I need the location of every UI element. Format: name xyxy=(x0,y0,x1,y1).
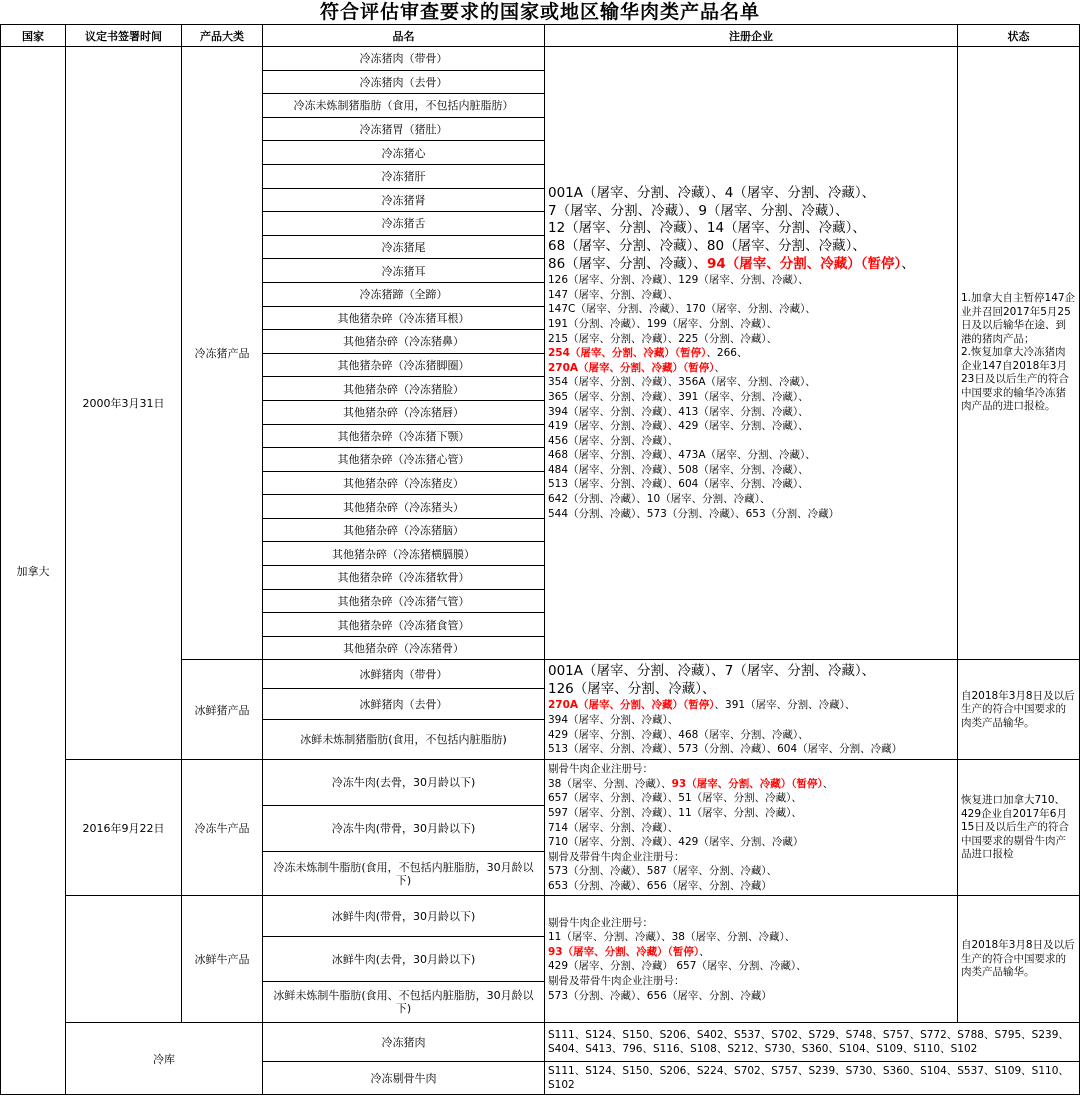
protocol-date-empty xyxy=(66,896,182,1023)
enterprise-text: 215（屠宰、分割、冷藏）、225（分割、冷藏）、 xyxy=(548,332,778,345)
header-product: 品名 xyxy=(263,25,545,47)
enterprise-line xyxy=(548,959,954,974)
product-name: 冷冻猪尾 xyxy=(263,235,545,259)
header-country: 国家 xyxy=(1,25,66,47)
product-name: 其他猪杂碎（冷冻猪唇） xyxy=(263,400,545,424)
suspended-enterprise: 93（屠宰、分割、冷藏）（暂停） xyxy=(548,945,700,958)
enterprise-text: 147C（屠宰、分割、冷藏）、170（屠宰、分割、冷藏）、 xyxy=(548,303,816,316)
enterprise-text: 710（屠宰、分割、冷藏）、429（屠宰、分割、冷藏） xyxy=(548,836,804,849)
product-name: 冰鲜未炼制猪脂肪(食用，不包括内脏脂肪) xyxy=(263,720,545,760)
enterprise-text: 484（屠宰、分割、冷藏）、508（屠宰、分割、冷藏）、 xyxy=(548,463,809,476)
enterprise-text: 394（屠宰、分割、冷藏）、 xyxy=(548,713,679,726)
enterprise-text: 001A（屠宰、分割、冷藏）、7（屠宰、分割、冷藏）、 xyxy=(548,663,876,680)
product-name: 冷冻未炼制牛脂肪(食用，不包括内脏脂肪，30月龄以下) xyxy=(263,852,545,896)
product-name: 其他猪杂碎（冷冻猪耳根） xyxy=(263,306,545,330)
enterprise-text: 513（屠宰、分割、冷藏）、573（分割、冷藏）、604（屠宰、分割、冷藏） xyxy=(548,743,903,756)
enterprise-text: 456（屠宰、分割、冷藏）、 xyxy=(548,434,679,447)
enterprise-line xyxy=(548,835,954,850)
enterprise-line xyxy=(548,864,954,879)
enterprise-line xyxy=(548,220,954,238)
enterprise-text: 001A（屠宰、分割、冷藏）、4（屠宰、分割、冷藏）、 xyxy=(548,185,876,202)
enterprise-text: 544（分割、冷藏）、573（分割、冷藏）、653（分割、冷藏） xyxy=(548,507,840,520)
enterprise-text: 573（分割、冷藏）、656（屠宰、分割、冷藏） xyxy=(548,989,772,1002)
enterprise-text: 653（分割、冷藏）、656（屠宰、分割、冷藏） xyxy=(548,880,772,893)
enterprise-text: 657（屠宰、分割、冷藏）、51（屠宰、分割、冷藏）、 xyxy=(548,792,802,805)
enterprise-line xyxy=(548,791,954,806)
enterprise-line xyxy=(548,448,954,463)
enterprise-line xyxy=(548,273,954,288)
product-name: 冷冻牛肉(带骨，30月龄以下) xyxy=(263,806,545,852)
enterprise-line xyxy=(548,930,954,945)
enterprise-text: 642（分割、冷藏）、10（屠宰、分割、冷藏）、 xyxy=(548,493,771,506)
enterprise-text: 147（屠宰、分割、冷藏）、 xyxy=(548,288,679,301)
protocol-date-frozen_beef: 2016年9月22日 xyxy=(66,760,182,896)
enterprise-text: 、 xyxy=(901,255,915,272)
enterprise-text: 、391（屠宰、分割、冷藏）、 xyxy=(714,699,856,712)
header-enterprise: 注册企业 xyxy=(545,25,958,47)
enterprise-line xyxy=(548,879,954,894)
enterprise-text: 429（屠宰、分割、冷藏）、468（屠宰、分割、冷藏）、 xyxy=(548,728,809,741)
product-name: 冰鲜牛肉(带骨，30月龄以下) xyxy=(263,896,545,937)
product-name: 冷冻猪肉（去骨） xyxy=(263,70,545,94)
product-name: 冷冻未炼制猪脂肪（食用，不包括内脏脂肪） xyxy=(263,94,545,118)
enterprise-text: 剔骨牛肉企业注册号： xyxy=(548,916,653,929)
enterprise-text: 68（屠宰、分割、冷藏）、80（屠宰、分割、冷藏）、 xyxy=(548,237,866,254)
enterprise-line xyxy=(548,332,954,347)
enterprise-text: 126（屠宰、分割、冷藏）、 xyxy=(548,680,716,697)
product-name: 其他猪杂碎（冷冻猪气管） xyxy=(263,589,545,613)
enterprise-line xyxy=(548,361,954,376)
enterprise-line xyxy=(548,463,954,478)
table-row xyxy=(1,760,1080,806)
enterprise-text: 714（屠宰、分割、冷藏）、 xyxy=(548,821,679,834)
cold-storage-codes: S111、S124、S150、S206、S402、S537、S702、S729、S748、S757、S772、S788、S795、S239、S404、S413、796、S116、S108、S212、S730、S360、S104、S109、S110、S102 xyxy=(545,1023,1080,1062)
enterprise-line xyxy=(548,405,954,420)
product-name: 其他猪杂碎（冷冻猪骨） xyxy=(263,636,545,660)
enterprise-text: 剔骨牛肉企业注册号： xyxy=(548,763,653,776)
enterprise-line xyxy=(548,989,954,1004)
enterprise-line xyxy=(548,288,954,303)
product-name: 其他猪杂碎（冷冻猪脚圈） xyxy=(263,353,545,377)
enterprise-text: 597（屠宰、分割、冷藏）、11（屠宰、分割、冷藏）、 xyxy=(548,807,802,820)
enterprise-line xyxy=(548,477,954,492)
enterprise-line xyxy=(548,375,954,390)
suspended-enterprise: 270A（屠宰、分割、冷藏）（暂停） xyxy=(548,361,715,374)
enterprise-line xyxy=(548,507,954,522)
category-frozen-pork: 冷冻猪产品 xyxy=(182,47,263,660)
enterprise-text: 86（屠宰、分割、冷藏）、 xyxy=(548,255,707,272)
category-chilled_beef: 冰鲜牛产品 xyxy=(182,896,263,1023)
status-line: 2.恢复加拿大冷冻猪肉企业147自2018年3月23日及以后生产的符合中国要求的输华冷冻猪肉产品的进口报检。 xyxy=(961,346,1069,413)
enterprise-text: 365（屠宰、分割、冷藏）、391（屠宰、分割、冷藏）、 xyxy=(548,390,809,403)
enterprise-line xyxy=(548,821,954,836)
product-name: 其他猪杂碎（冷冻猪横膈膜） xyxy=(263,542,545,566)
enterprise-text: 354（屠宰、分割、冷藏）、356A（屠宰、分割、冷藏）、 xyxy=(548,376,816,389)
enterprise-text: 38（屠宰、分割、冷藏）、 xyxy=(548,777,672,790)
product-name: 冷冻猪肾 xyxy=(263,188,545,212)
enterprise-text: 513（屠宰、分割、冷藏）、604（屠宰、分割、冷藏）、 xyxy=(548,478,809,491)
enterprise-cell-frozen-pork xyxy=(545,47,958,660)
enterprise-cell-chilled_beef xyxy=(545,896,958,1023)
protocol-date-pork: 2000年3月31日 xyxy=(66,47,182,760)
enterprise-text: 剔骨及带骨牛肉企业注册号： xyxy=(548,975,685,988)
status-cell-frozen-pork xyxy=(958,47,1080,660)
enterprise-line xyxy=(548,974,954,989)
enterprise-line xyxy=(548,850,954,865)
suspended-enterprise: 94（屠宰、分割、冷藏）（暂停） xyxy=(706,255,902,272)
enterprise-line xyxy=(548,346,954,361)
table-row xyxy=(1,896,1080,937)
enterprise-line xyxy=(548,663,954,681)
enterprise-line xyxy=(548,390,954,405)
table-row xyxy=(1,1023,1080,1062)
product-name: 其他猪杂碎（冷冻猪软骨） xyxy=(263,566,545,590)
product-name: 冰鲜未炼制牛脂肪(食用、不包括内脏脂肪，30月龄以下) xyxy=(263,982,545,1023)
status-cell-frozen_beef: 恢复进口加拿大710、429企业自2017年6月15日及以后生产的符合中国要求的剔骨牛肉产品进口报检 xyxy=(958,760,1080,896)
product-name: 冷冻猪肝 xyxy=(263,164,545,188)
enterprise-line xyxy=(548,742,954,757)
enterprise-text: 、 xyxy=(699,945,710,958)
enterprise-line xyxy=(548,256,954,274)
enterprise-line xyxy=(548,434,954,449)
cold-storage-category: 冷冻剔骨牛肉 xyxy=(263,1062,545,1095)
suspended-enterprise: 93（屠宰、分割、冷藏）（暂停） xyxy=(671,777,823,790)
enterprise-line xyxy=(548,777,954,792)
suspended-enterprise: 270A（屠宰、分割、冷藏）（暂停） xyxy=(548,699,715,712)
enterprise-text: 12（屠宰、分割、冷藏）、14（屠宰、分割、冷藏）、 xyxy=(548,220,866,237)
product-name: 冰鲜牛肉(去骨，30月龄以下) xyxy=(263,937,545,982)
enterprise-text: 419（屠宰、分割、冷藏）、429（屠宰、分割、冷藏）、 xyxy=(548,420,809,433)
enterprise-line xyxy=(548,762,954,777)
product-name: 冰鲜猪肉（去骨） xyxy=(263,689,545,720)
product-name: 其他猪杂碎（冷冻猪鼻） xyxy=(263,330,545,354)
cold-storage-label: 冷库 xyxy=(66,1023,263,1095)
page-title: 符合评估审查要求的国家或地区输华肉类产品名单 xyxy=(319,1,760,23)
status-cell-chilled_beef: 自2018年3月8日及以后生产的符合中国要求的肉类产品输华。 xyxy=(958,896,1080,1023)
product-name: 冷冻猪蹄（全蹄） xyxy=(263,282,545,306)
enterprise-text: 126（屠宰、分割、冷藏）、129（屠宰、分割、冷藏）、 xyxy=(548,274,809,287)
enterprise-cell-frozen_beef xyxy=(545,760,958,896)
enterprise-text: 11（屠宰、分割、冷藏）、38（屠宰、分割、冷藏）、 xyxy=(548,931,796,944)
country-cell: 加拿大 xyxy=(1,47,66,1095)
product-name: 其他猪杂碎（冷冻猪皮） xyxy=(263,471,545,495)
enterprise-text: 191（分割、冷藏）、199（屠宰、分割、冷藏）、 xyxy=(548,317,778,330)
enterprise-text: 573（分割、冷藏）、587（屠宰、分割、冷藏）、 xyxy=(548,865,778,878)
enterprise-text: 、 xyxy=(822,777,834,790)
product-name: 冷冻猪肉（带骨） xyxy=(263,47,545,71)
product-table xyxy=(0,24,1080,1095)
product-name: 其他猪杂碎（冷冻猪头） xyxy=(263,495,545,519)
enterprise-text: 7（屠宰、分割、冷藏）、9（屠宰、分割、冷藏）、 xyxy=(548,202,849,219)
enterprise-line xyxy=(548,317,954,332)
enterprise-line xyxy=(548,945,954,960)
cold-storage-codes: S111、S124、S150、S206、S224、S702、S757、S239、S730、S360、S104、S537、S109、S110、S102 xyxy=(545,1062,1080,1095)
enterprise-text: 、 xyxy=(714,361,726,374)
product-name: 冷冻猪耳 xyxy=(263,259,545,283)
enterprise-line xyxy=(548,681,954,699)
enterprise-line xyxy=(548,492,954,507)
enterprise-text: 剔骨及带骨牛肉企业注册号： xyxy=(548,850,685,863)
cold-storage-category: 冷冻猪肉 xyxy=(263,1023,545,1062)
product-name: 其他猪杂碎（冷冻猪脑） xyxy=(263,518,545,542)
product-name: 其他猪杂碎（冷冻猪脸） xyxy=(263,377,545,401)
enterprise-line xyxy=(548,203,954,221)
status-cell-chilled_pork: 自2018年3月8日及以后生产的符合中国要求的肉类产品输华。 xyxy=(958,660,1080,760)
enterprise-line xyxy=(548,698,954,713)
product-name: 其他猪杂碎（冷冻猪心管） xyxy=(263,448,545,472)
enterprise-text: 429（屠宰、分割、冷藏） 657（屠宰、分割、冷藏）、 xyxy=(548,960,807,973)
header-status: 状态 xyxy=(958,25,1080,47)
header-date: 议定书签署时间 xyxy=(66,25,182,47)
enterprise-line xyxy=(548,713,954,728)
enterprise-line xyxy=(548,728,954,743)
product-name: 冷冻牛肉(去骨，30月龄以下) xyxy=(263,760,545,806)
product-name: 其他猪杂碎（冷冻猪食管） xyxy=(263,613,545,637)
product-name: 冰鲜猪肉（带骨） xyxy=(263,660,545,689)
product-name: 冷冻猪心 xyxy=(263,141,545,165)
status-line: 1.加拿大自主暂停147企业并召回2017年5月25日及以后输华在途、到港的猪肉产品； xyxy=(961,292,1076,345)
enterprise-line xyxy=(548,302,954,317)
product-name: 其他猪杂碎（冷冻猪下颚） xyxy=(263,424,545,448)
product-name: 冷冻猪胃（猪肚） xyxy=(263,117,545,141)
enterprise-line xyxy=(548,806,954,821)
product-name: 冷冻猪舌 xyxy=(263,212,545,236)
enterprise-line xyxy=(548,185,954,203)
table-row xyxy=(1,47,1080,71)
enterprise-line xyxy=(548,916,954,931)
enterprise-text: 394（屠宰、分割、冷藏）、413（屠宰、分割、冷藏）、 xyxy=(548,405,809,418)
header-row xyxy=(1,25,1080,47)
enterprise-text: 468（屠宰、分割、冷藏）、473A（屠宰、分割、冷藏）、 xyxy=(548,449,816,462)
category-frozen_beef: 冷冻牛产品 xyxy=(182,760,263,896)
suspended-enterprise: 254（屠宰、分割、冷藏）（暂停） xyxy=(548,347,707,360)
enterprise-text: 、266、 xyxy=(706,347,748,360)
enterprise-line xyxy=(548,419,954,434)
enterprise-cell-chilled_pork xyxy=(545,660,958,760)
header-category: 产品大类 xyxy=(182,25,263,47)
category-chilled_pork: 冰鲜猪产品 xyxy=(182,660,263,760)
enterprise-line xyxy=(548,238,954,256)
